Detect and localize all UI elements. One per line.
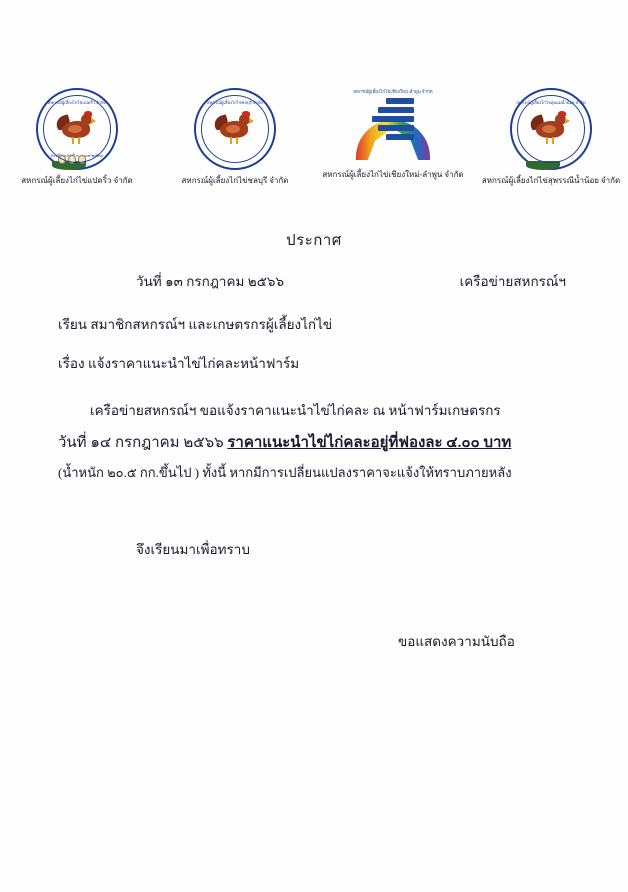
logo-block-2 xyxy=(171,88,299,186)
seal-ring-top-text: สหกรณ์ผู้เลี้ยงไก่ไข่แปดริ้ว จำกัด xyxy=(47,100,107,105)
cooperative-seal-hen-grass-icon xyxy=(510,88,592,170)
cooperative-seal-hen-icon xyxy=(194,88,276,170)
logo-row xyxy=(0,88,628,186)
cooperative-seal-hen-nest-icon xyxy=(36,88,118,170)
grass-icon xyxy=(526,161,560,170)
seal-ring-text xyxy=(196,90,274,168)
logo-caption-2: สหกรณ์ผู้เลี้ยงไก่ไข่ชลบุรี จำกัด xyxy=(181,176,289,185)
logo-block-4 xyxy=(481,88,621,186)
eggs-icon xyxy=(58,155,86,164)
seal-ring-text xyxy=(38,90,116,168)
page-title: ประกาศ xyxy=(286,233,342,249)
dateline xyxy=(58,270,578,292)
subject-line: เรื่อง แจ้งราคาแนะนำไข่ไก่คละหน้าฟาร์ม xyxy=(58,356,300,371)
hen-icon xyxy=(54,112,100,146)
logo-caption-1: สหกรณ์ผู้เลี้ยงไก่ไข่แปดริ้ว จำกัด xyxy=(21,176,133,185)
body-paragraph-1: เครือข่ายสหกรณ์ฯ ขอแจ้งราคาแนะนำไข่ไก่คละ ณ หน้าฟาร์มเกษตรกร xyxy=(90,403,501,418)
logo-caption-4: สหกรณ์ผู้เลี้ยงไก่ไข่สุพรรณีน้ำน้อย จำกัด xyxy=(481,176,621,185)
seal-ring-top-text: สหกรณ์ผู้เลี้ยงไก่ไข่ชลบุรี จำกัด xyxy=(207,100,263,105)
price-line-prefix: วันที่ ๑๔ กรกฎาคม ๒๕๖๖ xyxy=(58,435,228,451)
body-paragraph-2 xyxy=(58,430,578,454)
seal-ring-text xyxy=(512,90,590,168)
price-highlight: ราคาแนะนำไข่ไก่คละอยู่ที่ฟองละ ๔.๐๐ บาท xyxy=(227,435,512,451)
closing-line: จึงเรียนมาเพื่อทราบ xyxy=(136,542,250,557)
dateline-organization: เครือข่ายสหกรณ์ฯ xyxy=(459,274,566,289)
cooperative-stepped-arrow-rainbow-icon xyxy=(350,88,436,164)
body-paragraph-3: (น้ำหนัก ๒๐.๕ กก.ขึ้นไป ) ทั้งนี้ หากมีการเปลี่ยนแปลงราคาจะแจ้งให้ทราบภายหลัง xyxy=(58,465,512,480)
stepped-bars-icon xyxy=(370,96,418,144)
signature-line: ขอแสดงความนับถือ xyxy=(398,634,515,649)
hen-icon xyxy=(528,112,574,146)
dateline-date: วันที่ ๑๓ กรกฎาคม ๒๕๖๖ xyxy=(136,274,285,289)
logo-block-1 xyxy=(13,88,141,186)
logo-caption-3: สหกรณ์ผู้เลี้ยงไก่ไข่เชียงใหม่-ลำพูน จำกัด xyxy=(322,170,464,179)
seal-ring-bottom-text: ทะเบียนเลขที่ ๓ ๐๐๐๙/๒๕๓๐ xyxy=(50,153,104,158)
logo-block-3 xyxy=(322,88,464,180)
hen-icon xyxy=(212,112,258,146)
seal-ring-top-text: สหกรณ์ผู้เลี้ยงไก่ไข่ลุ่มแม่น้ำน้อย จำกัด xyxy=(516,100,586,105)
mark-top-text: สหกรณ์ผู้เลี้ยงไก่ไข่เชียงใหม่-ลำพูน จำกัด xyxy=(353,89,433,94)
recipient-line: เรียน สมาชิกสหกรณ์ฯ และเกษตรกรผู้เลี้ยงไก่ไข่ xyxy=(58,317,333,332)
